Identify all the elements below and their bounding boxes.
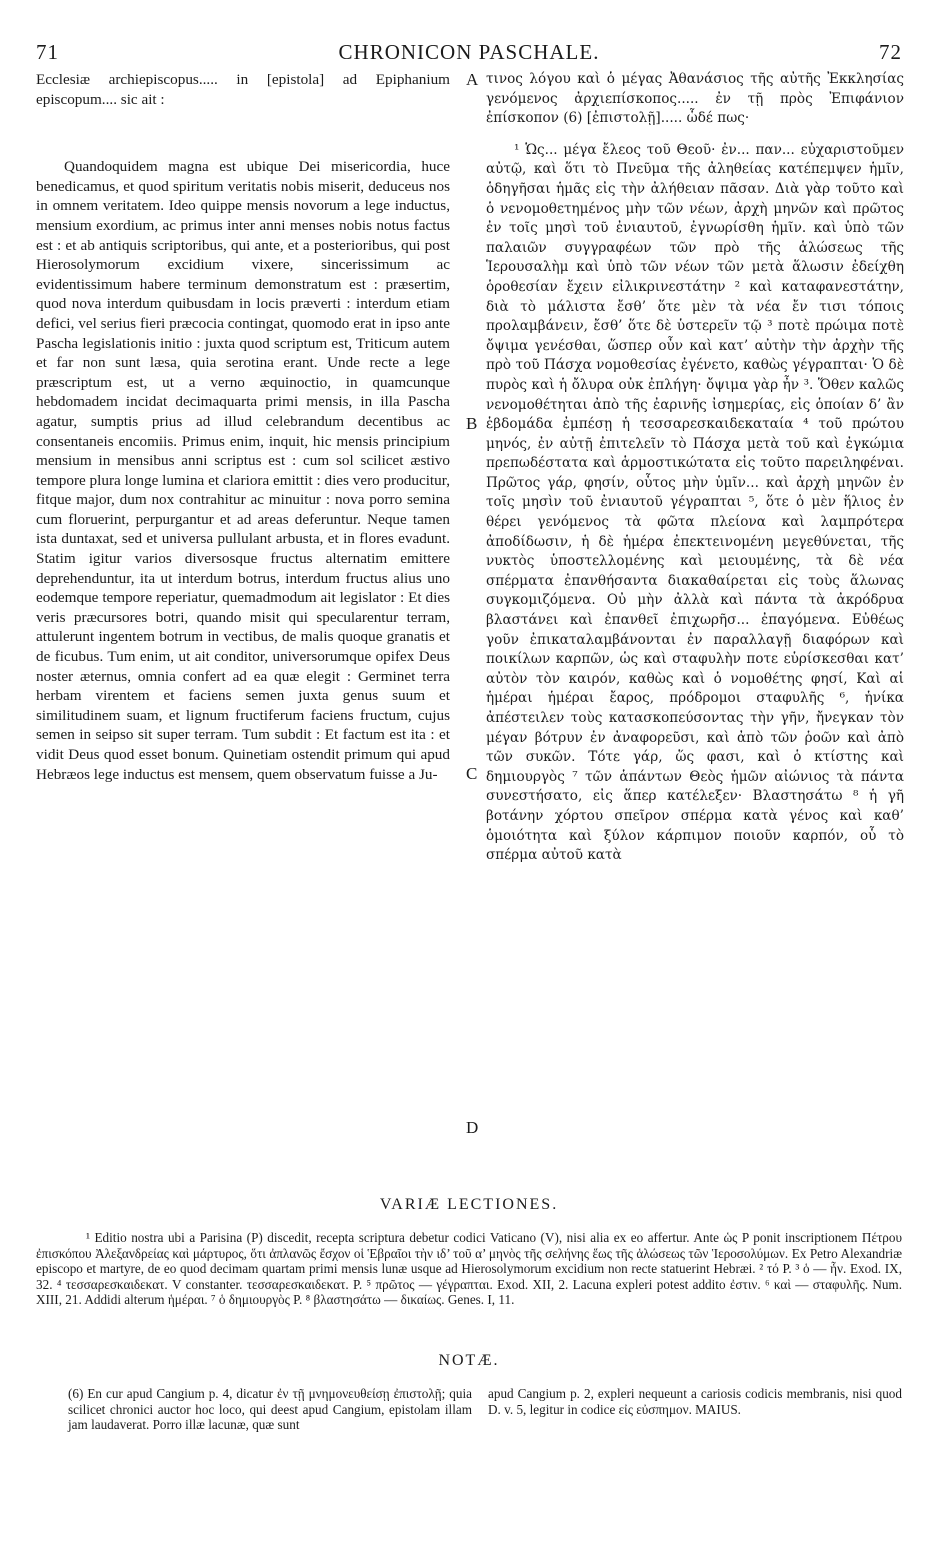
- variae-lectiones-text: ¹ Editio nostra ubi a Parisina (P) discedit, recepta scriptura debetur codici Vaticano (V), nisi alia ex eo affertur. Ante ὡς P ponit inscriptionem Πέτρου ἐπισκόπου Ἀλεξανδρείας καὶ μάρτυρος, ὅτι ἀπλανῶς ἔσχον οἱ Ἑβραῖοι τὴν ιδ’ τοῦ α’ μηνὸς τῆς σελήνης ἕως τῆς ἁλώσεως τῶν Ἱεροσολύμων. Ex Petro Alexandriæ episcopo et martyre, de eo quod decimam quartam primi mensis lunæ usque ad Hierosolymorum excidium non recte statuerint Hebræi. ² τό P. ³ ὁ — ἦν. Exod. IX, 32. ⁴ τεσσαρεσκαιδεκατ. V constanter. τεσσαρεσκαιδεκατ. P. ⁵ πρῶτος — γέγραπται. Exod. XII, 2. Lacuna expleri potest addito ἐστιν. ⁶ καὶ — σταφυλῆς. Num. XIII, 21. Addidi alterum ἡμέραι. ⁷ ὁ δημιουργὸς P. ⁸ βλαστησάτω — δικαίως. Genes. I, 11.: [36, 1230, 902, 1308]
- margin-letter-a: A: [466, 70, 479, 89]
- greek-body: ¹ Ὡς... μέγα ἔλεος τοῦ Θεοῦ· ἐν... παν... εὐχαριστοῦμεν αὐτῷ, καὶ ὅτι τὸ Πνεῦμα τῆς ἀληθείας κατέπεμψεν ἡμῖν, ὁδηγῆσαι ἡμᾶς εἰς τὴν ἀλήθειαν πᾶσαν. Διὰ γὰρ τοῦτο καὶ ὁ νενομοθετημένος μὴν τῶν νέων, ἀρχὴ μηνῶν καὶ πρῶτος ἐν τοῖς μησὶ τοῦ ἐνιαυτοῦ, ἐγνωρίσθη ἡμῖν. καὶ ὑπὸ τῶν παλαιῶν συγγραφέων τῶν πρὸ τῆς ἁλώσεως τῆς Ἱερουσαλὴμ καὶ ὑπὸ τῶν νέων τῶν μετὰ ἅλωσιν ἐδείχθη ὁροθεσίαν ἔχειν εἰλικρινεστάτην ² καὶ καταφανεστάτην, διὰ τὸ μάλιστα ἔσθ’ ὅτε μὲν τὰ νέα ἔν τισι τόποις προλαμβάνειν, ἔσθ’ ὅτε δὲ ὑστερεῖν τῷ ³ ποτὲ πρώιμα ποτὲ ὄψιμα γενέσθαι, ὥσπερ οὖν καὶ κατ’ αὐτὴν τὴν ἀρχὴν τῆς πρὸ τοῦ Πάσχα νομοθεσίας ἐγένετο, καθὼς γέγραπται· Ὁ δὲ πυρὸς καὶ ἡ ὄλυρα οὐκ ἐπλήγη· ὄψιμα γὰρ ἦν ³. Ὅθεν καλῶς νενομοθέτηται ἀπὸ τῆς ἐαρινῆς ἰσημερίας, εἰς ὁποίαν δ’ ἂν ἑβδομάδα ἐμπέσῃ ἡ τεσσαρεσκαιδεκαταία ⁴ τοῦ πρώτου μηνός, ἐν αὐτῇ ἐπιτελεῖν τὸ Πάσχα μετὰ τοῦ καὶ ἐγκώμια πρεπωδέστατα καὶ ἁρμοστικώτατα εἰς τοῦτο παρειληφέναι. Πρῶτος γάρ, φησίν, οὗτος μὴν ὑμῖν... καὶ ἀρχὴ μηνῶν ἐν τοῖς μησὶν τοῦ ἐνιαυτοῦ γέγραπται ⁵, ὅτε ὁ μὲν ἥλιος ἐν θέρει γενόμενος τὰ φῶτα πλείονα καὶ λαμπρότερα ἀποδίδωσιν, ἡ δὲ ἡμέρα ἐπεκτεινομένη μεγεθύνεται, τῆς νυκτὸς ὑποστελλομένης καὶ μειουμένης, τὰ δὲ νέα σπέρματα ἐπανθήσαντα διακαθαίρεται εἰς τοὺς ἅλωνας συγκομιζόμενα. Οὐ μὴν ἀλλὰ καὶ πάντα τὰ ἀκρόδρυα βλαστάνει καὶ ἐπανθεῖ ἐπιχωρῆσ... ἐπαγόμενα. Εὐθέως γοῦν ἐπικαταλαμβάνονται ἐν παραλλαγῇ διαφόρων καὶ ποικίλων καρπῶν, ὡς καὶ σταφυλὴν ποτε εὑρίσκεσθαι κατ’ αὐτὸν τὸν καιρόν, καθὼς καὶ ὁ νομοθέτης φησί, Καὶ αἱ ἡμέραι ἡμέραι ἔαρος, πρόδρομοι σταφυλῆς ⁶, ἡνίκα ἀπέστειλεν τοὺς κατασκοπεύσοντας τὴν γῆν, ἤνεγκαν τὸν μέγαν βότρυν ἐν ἀναφορεῦσι, καὶ ἀπὸ τῶν ῥοῶν καὶ ἀπὸ τῶν συκῶν. Τότε γάρ, ὥς φασι, καὶ ὁ κτίστης καὶ δημιουργὸς ⁷ τῶν ἁπάντων Θεὸς ἡμῶν αἰώνιος τὰ πάντα συνεστήσατο, εἰς ἅπερ κατέλεξεν· Βλαστησάτω ⁸ ἡ γῆ βοτάνην χόρτου σπεῖρον σπέρμα κατὰ γένος καὶ καθ’ ὁμοιότητα καὶ ξύλον κάρπιμον ποιοῦν καρπόν, οὗ τὸ σπέρμα αὐτοῦ κατὰ: [486, 141, 904, 864]
- margin-letter-c: C: [466, 764, 478, 783]
- latin-intro: Ecclesiæ archiepiscopus..... in [epistola] ad Epiphanium episcopum.... sic ait :: [36, 71, 450, 108]
- page-number-right: 72: [879, 40, 902, 64]
- page-title: CHRONICON PASCHALE.: [338, 40, 600, 64]
- notae-left-column: (6) En cur apud Cangium p. 4, dicatur ἐν τῇ μνημονευθείσῃ ἐπιστολῇ; quia scilicet chronici auctor hoc loco, qui deest apud Cangium, epistolam illam jam laudaverat. Porro illæ lacunæ, quæ sunt: [68, 1386, 472, 1433]
- notae-title: NOTÆ.: [438, 1352, 500, 1369]
- variae-lectiones-title: VARIÆ LECTIONES.: [379, 1196, 559, 1213]
- margin-letter-b: B: [466, 414, 478, 433]
- greek-intro: τινος λόγου καὶ ὁ μέγας Ἀθανάσιος τῆς αὐτῆς Ἐκκλησίας γενόμενος ἀρχιεπίσκοπος..... ἐν τῇ πρὸς Ἐπιφάνιον ἐπίσκοπον (6) [ἐπιστολῇ]..... ὧδέ πως·: [486, 71, 904, 127]
- latin-body: Quandoquidem magna est ubique Dei misericordia, huce benedicamus, et quod spiritum veritatis nobis miserit, deduceus nos in omnem veritatem. Ideo quippe mensis novorum a lege inductus, mensium exordium, ac primus inter anni menses nobis notus factus est : et ab antiquis scriptoribus, qui ante, et a posterioribus, qui post Hierosolymorum excidium vixere, sincerissimum ac evidentissimum habere terminum demonstratum est : præsertim, quod nova interdum quibusdam in locis præverti : interdum etiam defici, vel serius fieri præcocia contingat, quomodo erat in ipso ante Pascha legislationis initio : juxta quod scriptum est, Triticum autem et far non sunt læsa, quia serotina erant. Unde recte a lege præscriptum est, ut a verno æquinoctio, in quamcunque hebdomadem incidat decimaquarta primi mensis, in illa Pascha agatur, sumptis prius ad illud celebrandum decentibus ac consentaneis encomiis. Primus enim, inquit, hic mensis principium mensium in mensibus anni scriptus est : cum sol scilicet æstivo tempore plura longe lumina et clariora emittit : dies vero producitur, fitque major, dum nox contrahitur ac minuitur : nova porro semina cum floruerint, perpurgantur et ad areas deferuntur. Neque tamen ista duntaxat, sed et universa pullulant arbusta, et in flores evadunt. Statim igitur varios diversosque fructus alternatim emittere deprehenduntur, ita ut interdum botrus, interdum fructus alius uno eodemque tempore reperiatur, quemadmodum ait legislator : Et dies veris præcursores botri, quando misit qui specularentur terram, attulerunt ingentem botrum in vectibus, de malis quoque granatis et de ficubus. Tum enim, ut ait conditor, universorumque opifex Deus noster æternus, omnia confert ad ea quæ elegit : Germinet terra herbam virentem et faciens semen juxta genus suum et similitudinem suam, et lignum fructiferum faciens fructum, cujus semen in seipso sit super terram. Tum subdit : Et factum est ita : et vidit Deus quod esset bonum. Quinetiam ostendit primum qui apud Hebræos lege inductus est mensem, quem observatum fuisse a Ju-: [36, 158, 450, 783]
- latin-column: [36, 70, 450, 784]
- notae-right-column: apud Cangium p. 2, expleri nequeunt a cariosis codicis membranis, nisi quod D. v. 5, legitur in codice εἰς εὐσπημον. MAIUS.: [488, 1386, 902, 1417]
- page-number-left: 71: [36, 40, 59, 64]
- running-head: [36, 40, 902, 70]
- margin-letter-d: D: [466, 1118, 479, 1137]
- greek-column: [486, 70, 904, 866]
